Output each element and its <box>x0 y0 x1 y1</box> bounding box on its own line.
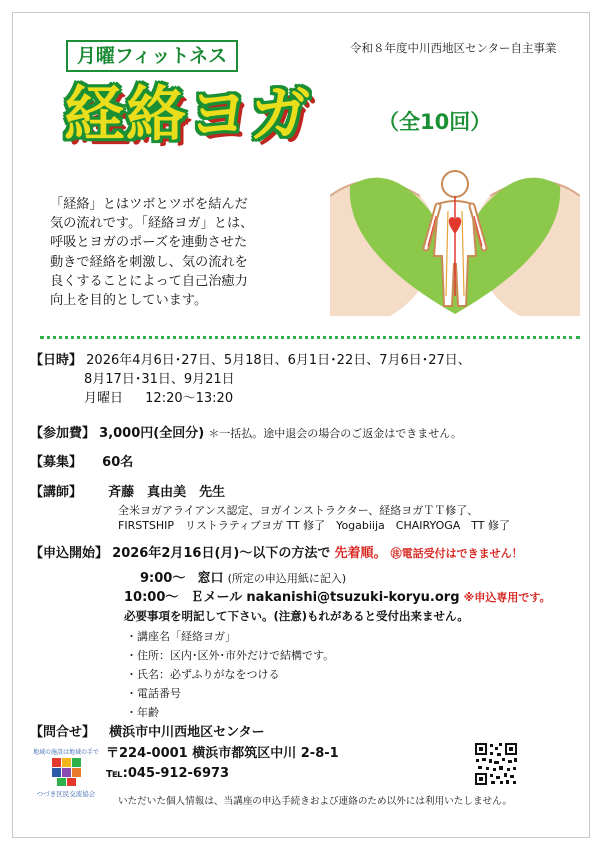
capacity-label: 【募集】 <box>30 455 83 470</box>
window-note: (所定の申込用紙に記入) <box>227 572 347 585</box>
apply-item: ・年齢 <box>126 706 159 719</box>
contact-name: 横浜市中川西地区センター <box>109 725 265 740</box>
fee-label: 【参加費】 <box>30 426 96 441</box>
email-address[interactable]: nakanishi@tsuzuki-koryu.org <box>246 590 460 605</box>
logo-bottom-text: つづき区民交流協会 <box>36 790 96 798</box>
organizer-text: 令和８年度中川西地区センター自主事業 <box>350 41 557 55</box>
instructor-label: 【講師】 <box>30 485 83 500</box>
schedule-day: 月曜日 <box>84 391 124 406</box>
page-title <box>64 76 312 154</box>
intro-line: 向上を目的としています。 <box>50 293 208 309</box>
apply-item: ・住所：区内･区外･市外だけで結構です。 <box>126 649 335 662</box>
email-label: Ｅメール <box>190 590 243 605</box>
apply-label: 【申込開始】 <box>30 546 109 561</box>
intro-paragraph <box>50 195 320 310</box>
series-label: 月曜フィットネス <box>66 40 238 72</box>
apply-row <box>30 545 523 563</box>
apply-item: ・電話番号 <box>126 687 181 700</box>
schedule-time-row <box>84 390 233 408</box>
capacity-row <box>30 454 133 472</box>
fee-amount: 3,000円(全回分) <box>99 426 205 441</box>
email-note: ※申込専用です。 <box>463 591 551 604</box>
intro-line: 呼吸とヨガのポーズを連動させた <box>50 235 248 251</box>
schedule-dates-cont: 8月17日･31日、9月21日 <box>84 372 235 387</box>
intro-line: 気の流れです。「経絡ヨガ」とは、 <box>50 216 254 232</box>
contact-tel: ℡:045-912-6973 <box>106 766 230 781</box>
logo-top-text: 地域の施設は地域の手で <box>32 749 100 756</box>
schedule-dates: 2026年4月6日･27日、5月18日、6月1日･22日、7月6日･27日、 <box>86 353 471 368</box>
intro-line: 動きで経絡を刺激し、気の流れを <box>50 254 248 270</box>
privacy-note: いただいた個人情報は、当講座の申込手続きおよび連絡のため以外には利用いたしません。 <box>118 796 512 807</box>
email-row <box>124 589 550 607</box>
qr-code[interactable] <box>474 742 518 786</box>
instructor-row <box>30 484 225 502</box>
window-time: 9:00～ <box>140 571 186 586</box>
schedule-row <box>30 352 471 370</box>
schedule-label: 【日時】 <box>30 353 83 368</box>
capacity-value: 60名 <box>102 455 134 470</box>
instructor-credentials-2: FIRSTSHIP リストラティブヨガ TT 修了 Yogabiija CHAIRYOGA TT 修了 <box>118 519 511 532</box>
instructor-credentials-1: 全米ヨガアライアンス認定、ヨガインストラクター、経絡ヨガＴＴ修了、 <box>118 504 479 517</box>
apply-instructions: 必要事項を明記して下さい。(注意)もれがあると受付出来ません。 <box>124 609 469 623</box>
fee-note: ＊一括払。途中退会の場合のご返金はできません。 <box>208 427 462 440</box>
contact-address: 〒224-0001 横浜市都筑区中川 2-8-1 <box>106 746 339 761</box>
instructor-name: 斉藤 真由美 先生 <box>108 485 226 500</box>
intro-line: 「経絡」とはツボとツボを結んだ <box>50 197 248 212</box>
first-come-text: 先着順。 <box>334 546 387 561</box>
association-logo <box>30 745 102 799</box>
window-row <box>140 570 346 588</box>
figure-head <box>442 171 468 197</box>
body-meridian-illustration <box>330 156 580 316</box>
dotted-divider <box>40 336 580 339</box>
intro-line: 良くすることによって自己治癒力 <box>50 273 248 289</box>
no-phone-text: ㊟電話受付はできません！ <box>390 547 523 560</box>
email-time: 10:00～ <box>124 590 179 605</box>
contact-label: 【問合せ】 <box>30 725 96 740</box>
apply-item: ・氏名：必ずふりがなをつける <box>126 668 280 681</box>
title-suffix: （全10回） <box>378 110 492 134</box>
contact-row <box>30 724 265 742</box>
schedule-time: 12:20～13:20 <box>145 391 234 406</box>
apply-item: ・講座名「経絡ヨガ」 <box>126 630 236 643</box>
window-label: 窓口 <box>197 571 224 586</box>
apply-date: 2026年2月16日(月)～以下の方法で <box>112 546 331 561</box>
title-text: 経絡ヨガ <box>64 80 312 150</box>
fee-row <box>30 425 462 443</box>
